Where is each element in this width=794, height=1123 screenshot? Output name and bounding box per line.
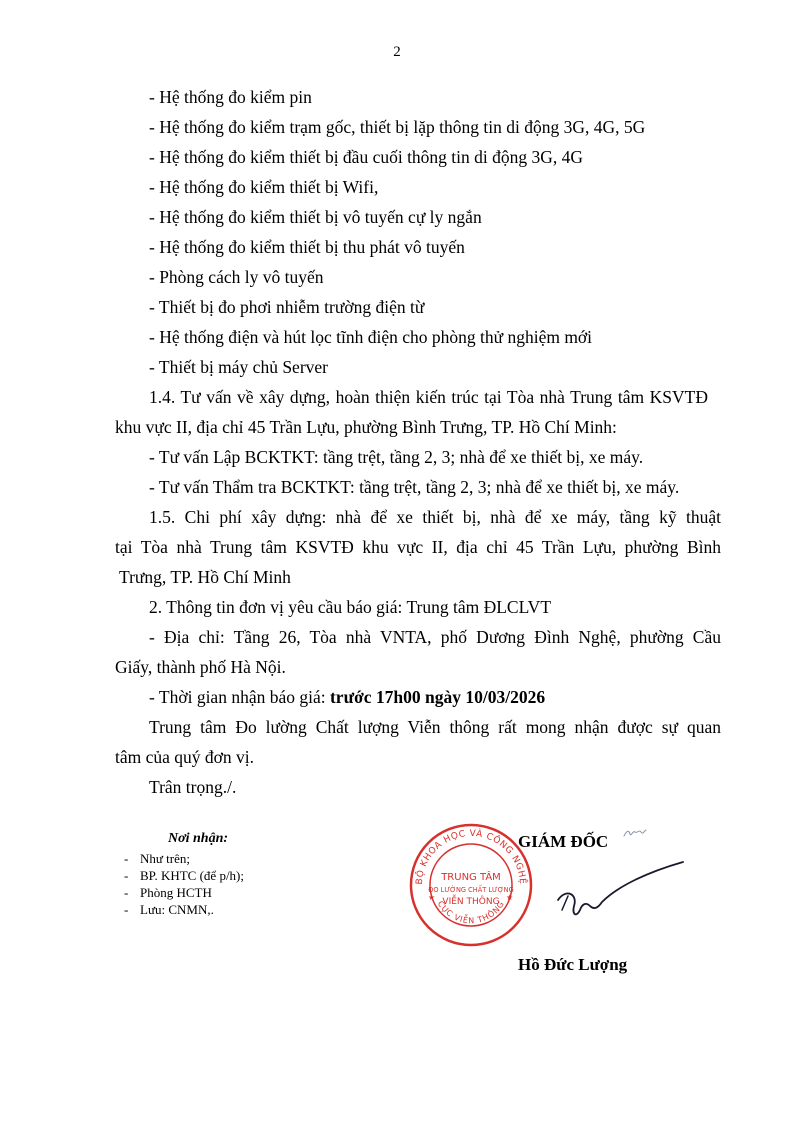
seal-star-icon: ★ [506,893,514,902]
section-1-4-heading: 1.4. Tư vấn về xây dựng, hoàn thiện kiến trúc tại Tòa nhà Trung tâm KSVTĐ [149,387,708,407]
section-1-4-item: - Tư vấn Lập BCKTKT: tầng trệt, tầng 2, 3; nhà để xe thiết bị, xe máy. [149,447,644,467]
bullet-item: - Thiết bị máy chủ Server [149,357,328,377]
recipients-list [120,850,244,918]
seal-line2: ĐO LƯỜNG CHẤT LƯỢNG [428,886,514,894]
section-2-title: 2. Thông tin đơn vị yêu cầu báo giá: Trung tâm ĐLCLVT [149,597,552,617]
recipient-item: - Phòng HCTH [120,884,244,901]
regards: Trân trọng./. [149,777,237,797]
bullet-item: - Hệ thống đo kiểm thiết bị vô tuyến cự ly ngắn [149,207,482,227]
recipients-title: Nơi nhận: [168,831,229,846]
closing-text: Trung tâm Đo lường Chất lượng Viễn thông rất mong nhận được sự quan [149,717,721,737]
seal-line1: TRUNG TÂM [441,872,501,883]
bullet-item: - Hệ thống điện và hút lọc tĩnh điện cho phòng thử nghiệm mới [149,327,593,347]
initials-mark [622,826,648,840]
handwritten-signature [518,858,718,928]
recipient-item: - Như trên; [120,850,244,867]
bullet-item: - Hệ thống đo kiểm trạm gốc, thiết bị lặp thông tin di động 3G, 4G, 5G [149,117,646,137]
section-1-4-heading-cont: khu vực II, địa chỉ 45 Trần Lựu, phường Bình Trưng, TP. Hồ Chí Minh: [115,417,617,437]
section-1-5-heading-end: Trưng, TP. Hồ Chí Minh [119,567,291,587]
bullet-item: - Hệ thống đo kiểm thiết bị đầu cuối thông tin di động 3G, 4G [149,147,584,167]
closing-text-cont: tâm của quý đơn vị. [115,747,255,767]
bullet-item: - Hệ thống đo kiểm pin [149,87,312,107]
signer-name: Hồ Đức Lượng [518,955,628,974]
section-1-4-item: - Tư vấn Thẩm tra BCKTKT: tầng trệt, tầng 2, 3; nhà để xe thiết bị, xe máy. [149,477,680,497]
seal-line3: VIỄN THÔNG [442,897,500,907]
section-1-5-heading: 1.5. Chi phí xây dựng: nhà để xe thiết bị, nhà để xe máy, tầng kỹ thuật [149,507,721,527]
signer-title: GIÁM ĐỐC [518,832,609,851]
recipient-item: - BP. KHTC (để p/h); [120,867,244,884]
seal-inner-ring [430,844,512,926]
seal-outer-text: BỘ KHOA HỌC VÀ CÔNG NGHỆ [414,828,528,885]
official-seal [408,822,534,948]
deadline-label: - Thời gian nhận báo giá: [149,687,330,707]
page-number: 2 [393,44,401,60]
deadline-value: trước 17h00 ngày 10/03/2026 [329,687,546,707]
seal-bottom-text: CỤC VIỄN THÔNG [435,899,507,926]
seal-star-icon: ★ [428,893,436,902]
bullet-item: - Phòng cách ly vô tuyến [149,267,324,287]
bullet-item: - Hệ thống đo kiểm thiết bị thu phát vô tuyến [149,237,465,257]
section-1-5-heading-cont: tại Tòa nhà Trung tâm KSVTĐ khu vực II, địa chỉ 45 Trần Lựu, phường Bình [115,537,721,557]
seal-outer-ring [411,825,531,945]
bullet-item: - Hệ thống đo kiểm thiết bị Wifi, [149,177,379,197]
section-2-deadline [149,687,545,708]
section-2-address-cont: Giấy, thành phố Hà Nội. [115,657,286,677]
recipient-item: - Lưu: CNMN,. [120,901,244,918]
section-2-address: - Địa chỉ: Tầng 26, Tòa nhà VNTA, phố Dương Đình Nghệ, phường Cầu [149,627,721,647]
bullet-item: - Thiết bị đo phơi nhiễm trường điện từ [149,297,425,317]
